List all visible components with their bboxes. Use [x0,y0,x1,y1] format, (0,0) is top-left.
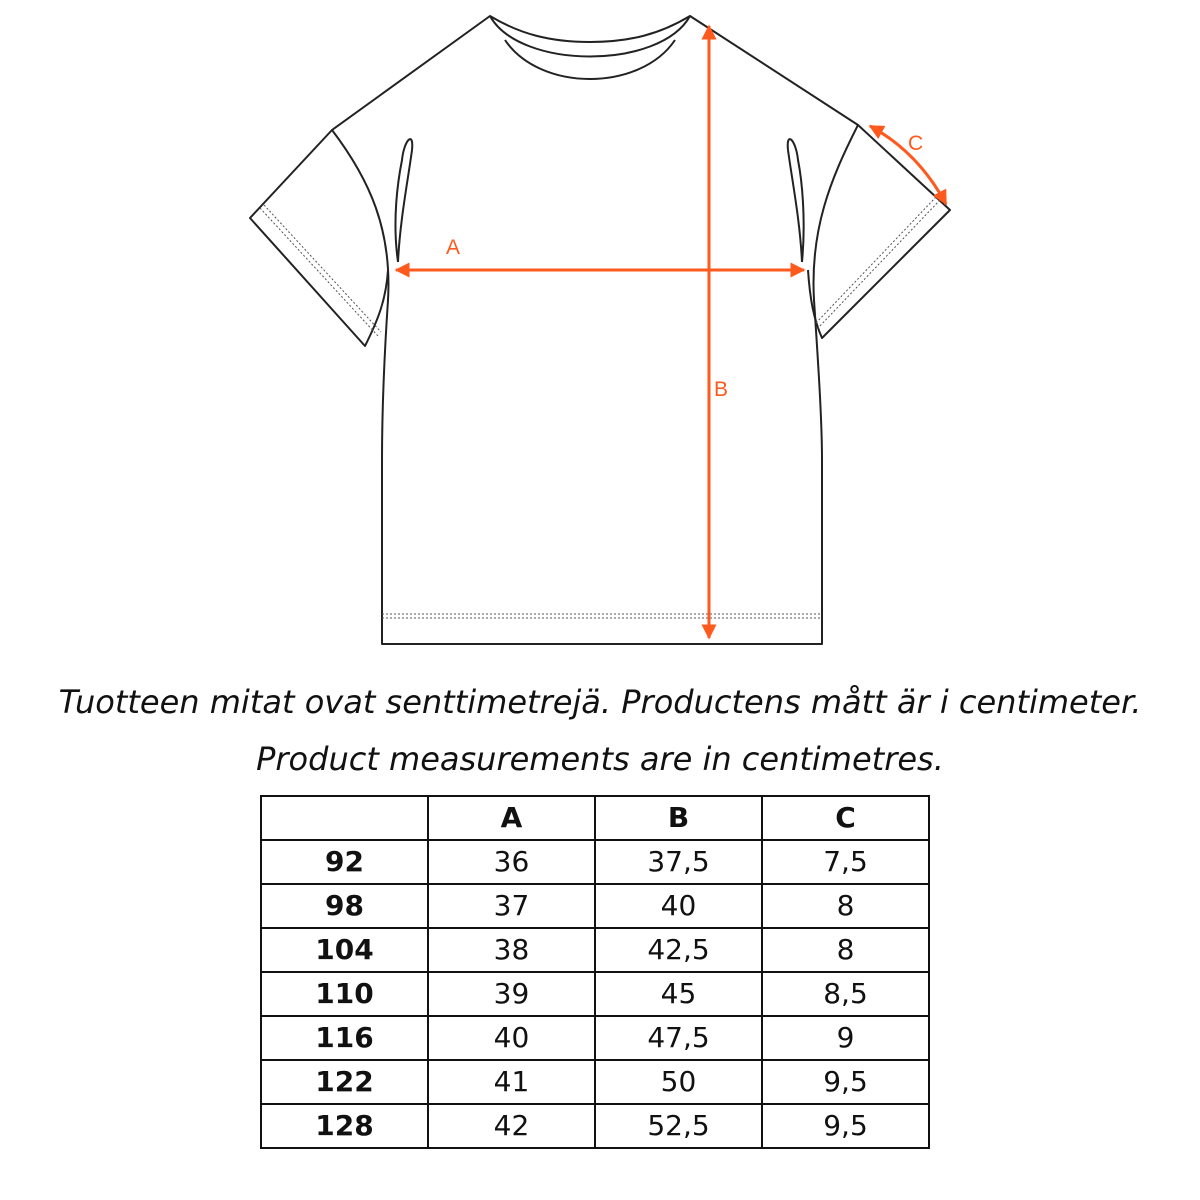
dimension-b-label: B [714,378,729,401]
value-c-cell: 9,5 [762,1060,929,1104]
size-cell: 92 [261,840,428,884]
value-b-cell: 37,5 [595,840,762,884]
value-a-cell: 42 [428,1104,595,1148]
header-a: A [428,796,595,840]
table-row [261,1016,929,1060]
value-b-cell: 50 [595,1060,762,1104]
left-sleeve [250,130,388,346]
value-b-cell: 52,5 [595,1104,762,1148]
left-armpit-fold [395,139,412,262]
size-cell: 128 [261,1104,428,1148]
value-b-cell: 40 [595,884,762,928]
value-c-cell: 9,5 [762,1104,929,1148]
stitching [260,197,940,618]
table-row [261,972,929,1016]
tshirt-outline [250,16,950,644]
size-cell: 116 [261,1016,428,1060]
value-a-cell: 37 [428,884,595,928]
right-sleeve-hem-stitch-2 [815,197,936,324]
table-row [261,840,929,884]
header-c: C [762,796,929,840]
right-armpit-fold [788,139,804,262]
value-c-cell: 7,5 [762,840,929,884]
table-header-row [261,796,929,840]
size-cell: 104 [261,928,428,972]
size-cell: 98 [261,884,428,928]
dimension-a-label: A [446,236,461,259]
caption-line-1: Tuotteen mitat ovat senttimetrejä. Productens mått är i centimeter. [58,683,1142,721]
value-a-cell: 38 [428,928,595,972]
table-row [261,1104,929,1148]
value-a-cell: 36 [428,840,595,884]
header-size [261,796,428,840]
left-sleeve-hem-stitch-2 [264,205,381,332]
right-sleeve-hem-stitch [818,200,940,328]
value-b-cell: 42,5 [595,928,762,972]
tshirt-body [332,16,858,644]
size-chart-table [260,795,930,1149]
dimension-c-label: C [908,132,924,155]
table-row [261,884,929,928]
value-b-cell: 47,5 [595,1016,762,1060]
size-cell: 110 [261,972,428,1016]
value-b-cell: 45 [595,972,762,1016]
collar-outer [490,16,690,57]
header-b: B [595,796,762,840]
value-c-cell: 8,5 [762,972,929,1016]
value-c-cell: 9 [762,1016,929,1060]
value-a-cell: 39 [428,972,595,1016]
caption-line-2: Product measurements are in centimetres. [256,740,944,778]
size-cell: 122 [261,1060,428,1104]
table-row [261,928,929,972]
value-c-cell: 8 [762,928,929,972]
value-a-cell: 41 [428,1060,595,1104]
value-c-cell: 8 [762,884,929,928]
dimension-lines [396,26,946,638]
table-row [261,1060,929,1104]
value-a-cell: 40 [428,1016,595,1060]
right-sleeve [808,125,950,338]
left-sleeve-hem-stitch [260,208,378,336]
